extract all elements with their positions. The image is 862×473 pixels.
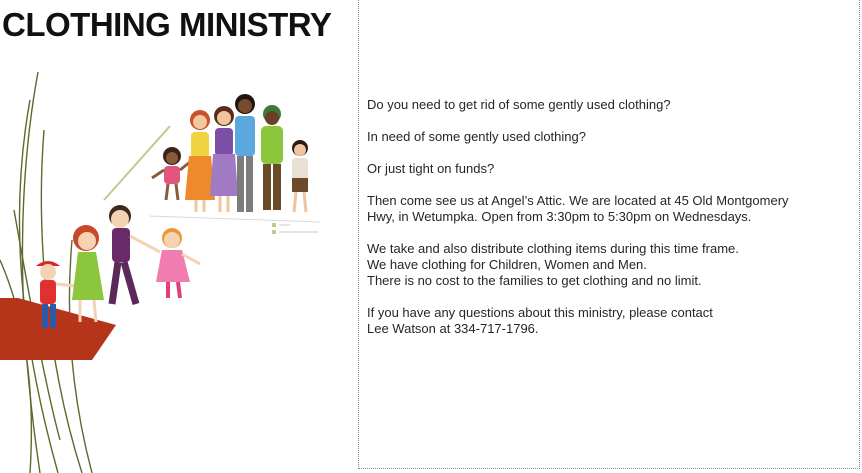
body-text	[367, 97, 855, 353]
contact-line-2: Lee Watson at 334-717-1796.	[367, 321, 539, 336]
location-line-1: Then come see us at Angel’s Attic. We are located at 45 Old Montgomery	[367, 193, 789, 208]
children-holding-hands-clipart	[36, 205, 200, 328]
location-line-2: Hwy, in Wetumpka. Open from 3:30pm to 5:30pm on Wednesdays.	[367, 209, 752, 224]
question-funds: Or just tight on funds?	[367, 161, 495, 176]
details-line-3: There is no cost to the families to get clothing and no limit.	[367, 273, 702, 288]
details-line-2: We have clothing for Children, Women and Men.	[367, 257, 647, 272]
details-paragraph	[367, 241, 855, 289]
page-title: CLOTHING MINISTRY	[2, 6, 332, 43]
contact-paragraph	[367, 305, 855, 337]
contact-line-1: If you have any questions about this ministry, please contact	[367, 305, 713, 320]
arrow-line-decoration	[104, 126, 170, 200]
question-need: In need of some gently used clothing?	[367, 129, 586, 144]
location-paragraph	[367, 193, 855, 225]
content-text-box	[358, 0, 860, 469]
family-adults-clipart	[150, 94, 320, 234]
question-donate: Do you need to get rid of some gently used clothing?	[367, 97, 671, 112]
details-line-1: We take and also distribute clothing items during this time frame.	[367, 241, 739, 256]
red-wedge-shape	[0, 298, 116, 360]
decorative-illustration	[0, 60, 340, 473]
